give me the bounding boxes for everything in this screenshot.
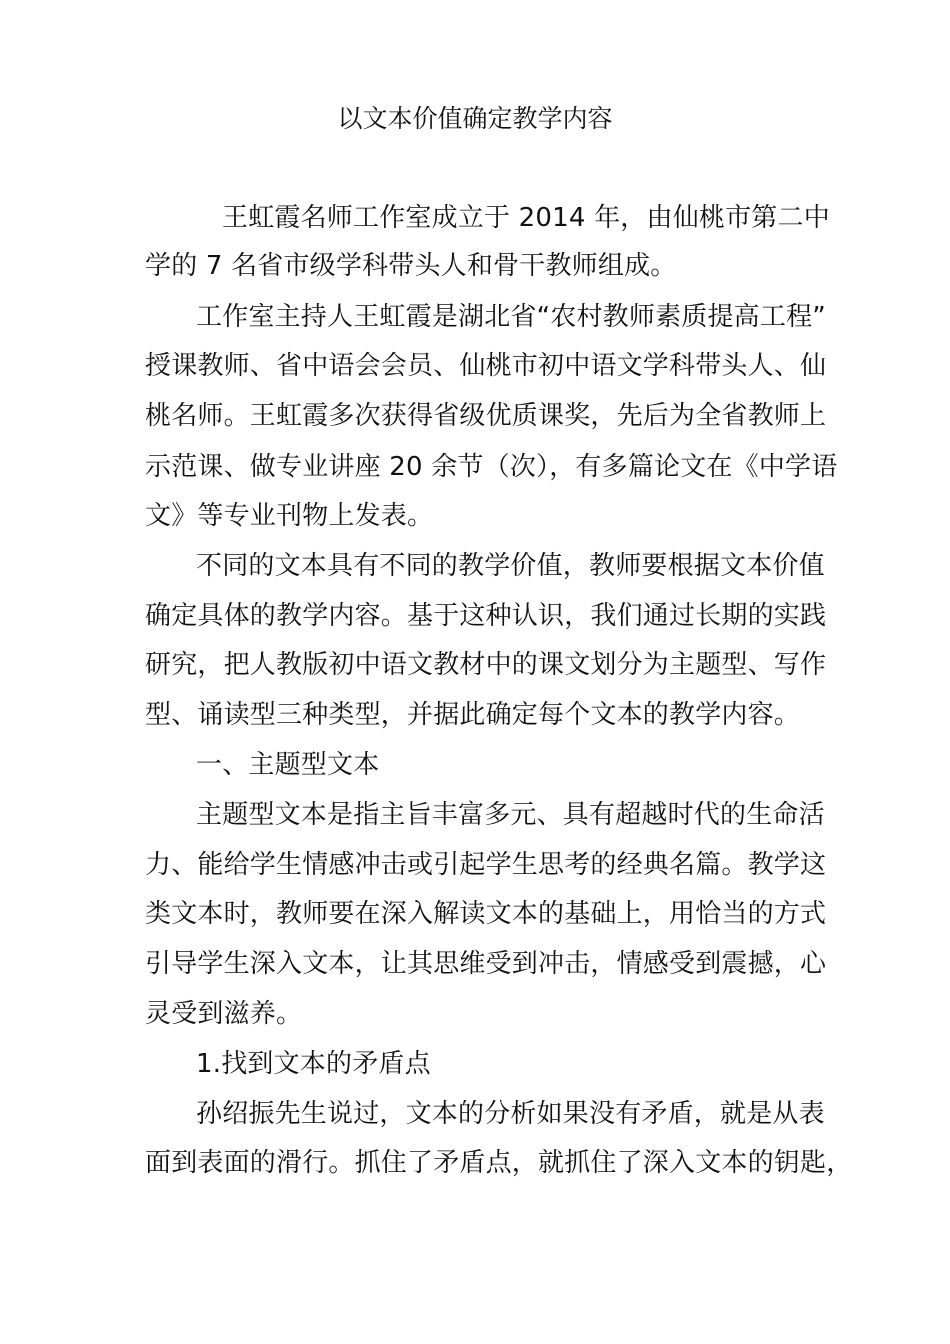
paragraph-line: 类文本时，教师要在深入解读文本的基础上，用恰当的方式 xyxy=(145,899,827,929)
paragraph-line: 孙绍振先生说过，文本的分析如果没有矛盾，就是从表 xyxy=(196,1099,825,1129)
paragraph-line: 引导学生深入文本，让其思维受到冲击，情感受到震撼，心 xyxy=(145,949,827,979)
paragraph-line: 型、诵读型三种类型，并据此确定每个文本的教学内容。 xyxy=(145,700,801,730)
paragraph-line: 研究，把人教版初中语文教材中的课文划分为主题型、写作 xyxy=(145,650,827,680)
section-heading: 一、主题型文本 xyxy=(196,750,380,780)
paragraph-line: 主题型文本是指主旨丰富多元、具有超越时代的生命活 xyxy=(196,800,825,830)
paragraph-line: 文》等专业刊物上发表。 xyxy=(145,501,434,531)
document-title: 以文本价值确定教学内容 xyxy=(337,104,613,133)
paragraph-line: 面到表面的滑行。抓住了矛盾点，就抓住了深入文本的钥匙， xyxy=(145,1148,853,1178)
paragraph-line: 学的 7 名省市级学科带头人和骨干教师组成。 xyxy=(145,251,677,281)
paragraph-line: 灵受到滋养。 xyxy=(145,999,303,1029)
paragraph-line: 桃名师。王虹霞多次获得省级优质课奖，先后为全省教师上 xyxy=(145,401,827,431)
paragraph-line: 王虹霞名师工作室成立于 2014 年，由仙桃市第二中 xyxy=(222,203,830,233)
paragraph-line: 示范课、做专业讲座 20 余节（次），有多篇论文在《中学语 xyxy=(145,452,838,482)
paragraph-line: 确定具体的教学内容。基于这种认识，我们通过长期的实践 xyxy=(145,601,827,631)
paragraph-line: 不同的文本具有不同的教学价值，教师要根据文本价值 xyxy=(196,551,825,581)
paragraph-line: 力、能给学生情感冲击或引起学生思考的经典名篇。教学这 xyxy=(145,850,827,880)
paragraph-line: 工作室主持人王虹霞是湖北省“农村教师素质提高工程” xyxy=(196,302,826,332)
paragraph-line: 授课教师、省中语会会员、仙桃市初中语文学科带头人、仙 xyxy=(145,351,827,381)
subsection-heading: 1.找到文本的矛盾点 xyxy=(196,1049,431,1079)
